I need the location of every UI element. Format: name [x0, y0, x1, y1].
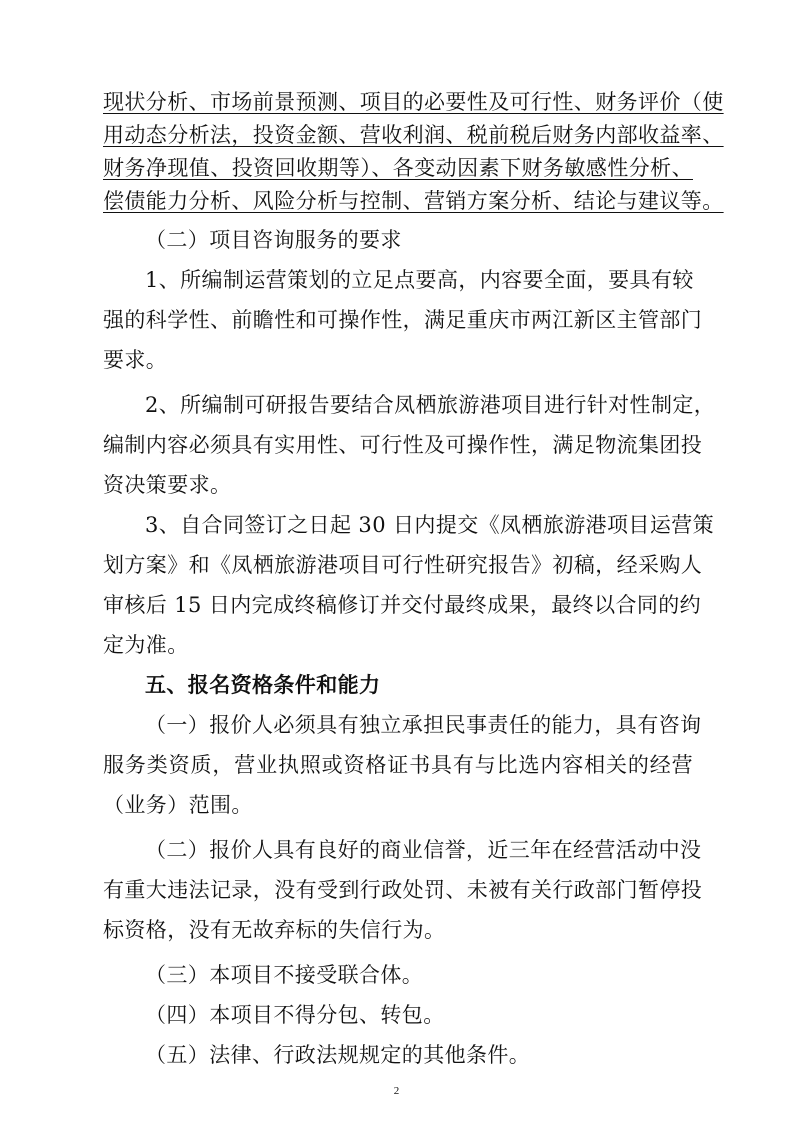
requirement-3-line-3: 审核后 15 日内完成终稿修订并交付最终成果，最终以合同的约: [103, 593, 702, 617]
scope-line-4: 偿债能力分析、风险分析与控制、营销方案分析、结论与建议等。: [103, 189, 724, 213]
scope-line-2: 用动态分析法，投资金额、营收利润、税前税后财务内部收益率、: [103, 123, 724, 147]
requirement-2-line-3: 资决策要求。: [103, 473, 232, 497]
requirement-1-line-1: 1、所编制运营策划的立足点要高，内容要全面，要具有较: [145, 268, 694, 292]
requirement-2-line-1: 2、所编制可研报告要结合凤栖旅游港项目进行针对性制定，: [145, 393, 716, 417]
requirement-3-line-1: 3、自合同签订之日起 30 日内提交《凤栖旅游港项目运营策: [145, 513, 715, 537]
requirement-3-line-2: 划方案》和《凤栖旅游港项目可行性研究报告》初稿，经采购人: [103, 553, 703, 577]
qualification-1-line-2: 服务类资质，营业执照或资格证书具有与比选内容相关的经营: [103, 753, 693, 777]
requirement-2-line-2: 编制内容必须具有实用性、可行性及可操作性，满足物流集团投: [103, 433, 703, 457]
section-5-heading: 五、报名资格条件和能力: [145, 673, 381, 697]
scope-line-3: 财务净现值、投资回收期等）、各变动因素下财务敏感性分析、: [103, 156, 693, 180]
qualification-5: （五）法律、行政法规规定的其他条件。: [145, 1043, 531, 1067]
qualification-4: （四）本项目不得分包、转包。: [145, 1003, 445, 1027]
requirement-1-line-2: 强的科学性、前瞻性和可操作性，满足重庆市两江新区主管部门: [103, 308, 703, 332]
subsection-heading-requirements: （二）项目咨询服务的要求: [145, 228, 402, 252]
qualification-1-line-3: （业务）范围。: [103, 793, 253, 817]
requirement-1-line-3: 要求。: [103, 348, 168, 372]
qualification-2-line-3: 标资格，没有无故弃标的失信行为。: [103, 918, 446, 942]
qualification-3: （三）本项目不接受联合体。: [145, 963, 424, 987]
qualification-2-line-2: 有重大违法记录，没有受到行政处罚、未被有关行政部门暂停投: [103, 878, 703, 902]
requirement-3-line-4: 定为准。: [103, 633, 189, 657]
qualification-1-line-1: （一）报价人必须具有独立承担民事责任的能力，具有咨询: [145, 713, 702, 737]
scope-line-1: 现状分析、市场前景预测、项目的必要性及可行性、财务评价（使: [103, 90, 724, 114]
page-number: 2: [393, 1085, 400, 1097]
qualification-2-line-1: （二）报价人具有良好的商业信誉，近三年在经营活动中没: [145, 838, 702, 862]
